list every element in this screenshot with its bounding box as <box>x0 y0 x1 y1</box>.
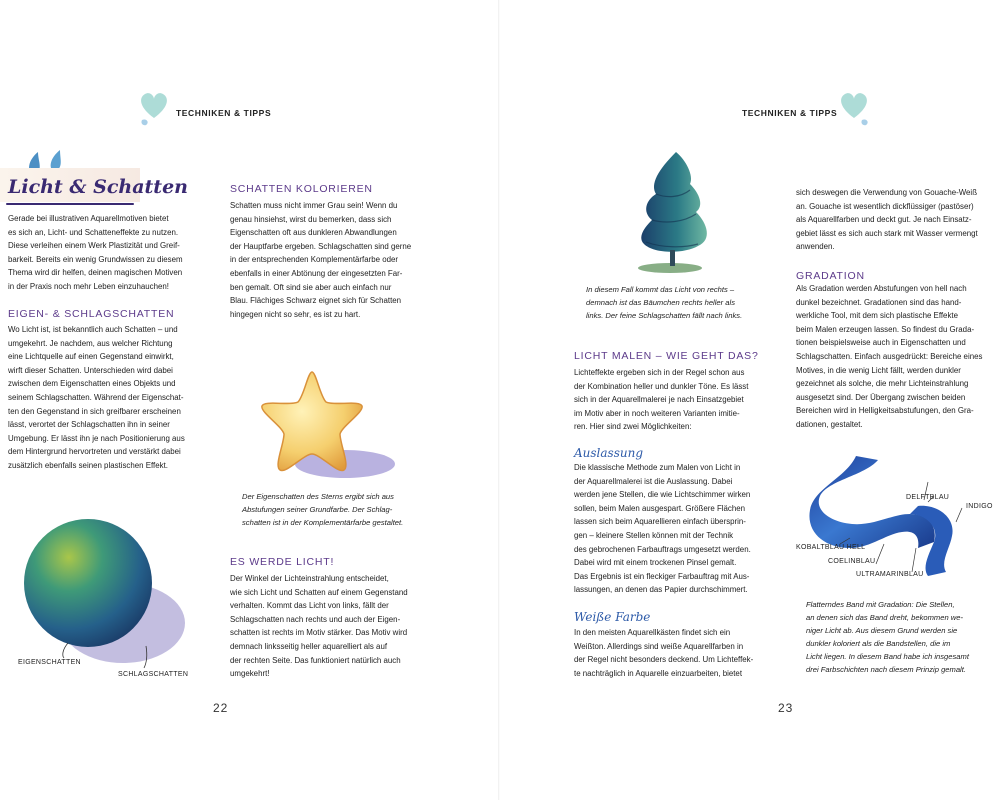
heart-icon <box>836 88 872 128</box>
eigen-text: Wo Licht ist, ist bekanntlich auch Schatten – und umgekehrt. Je nachdem, aus welcher Richtung eine Lichtquelle auf einen Gegenstand einwirkt, wirft dieser Schatten. Unterschieden wird dabei zwischen dem Eigenschatten eines Objekts und seinem Schlagschatten. Während der Eigenschat- ten den Gegenstand in sich greifbarer erscheinen lässt, verortet der Schlagschatten ihn in seiner Umgebung. Er lässt ihn je nach Positionierung aus dem Hintergrund hervortreten und verstärkt dabei zusätzlich ebenfalls seinen plastischen Effekt. <box>8 325 185 470</box>
heading-weisse-farbe: Weiße Farbe <box>574 610 651 624</box>
heading-es-werde-licht: ES WERDE LICHT! <box>230 556 335 568</box>
malen-text: Lichteffekte ergeben sich in der Regel schon aus der Kombination heller und dunkler Töne. Es lässt sich in der Aquarellmalerei je nach Einsatzgebiet im Motiv aber in noch weiteren Varianten imitie- ren. Hier sind zwei Möglichkeiten: <box>574 368 749 432</box>
label-delftblau: DELFTBLAU <box>906 494 950 501</box>
heading-gradation: GRADATION <box>796 270 865 282</box>
heading-schatten-kolorieren: SCHATTEN KOLORIEREN <box>230 183 373 195</box>
page-number-left: 22 <box>213 701 229 715</box>
heading-auslassung: Auslassung <box>574 446 643 460</box>
title-underline <box>6 203 134 205</box>
gradation-text: Als Gradation werden Abstufungen von hell nach dunkel bezeichnet. Gradationen sind das hand- werkliche Tool, mit dem sich plastische Effekte beim Malen erzeugen lassen. So findest du Grada- tionen beispielsweise auch in Eigenschatten und Schlagschatten. Einfach ausgedrückt: Bereiche eines Motives, in die wenig Licht fällt, werden dunkler gezeichnet als solche, die mehr Lichteinstrahlung ausgesetzt sind. Der Übergang zwischen beiden Bereichen wird in Helligkeitsabstufungen, den Gra- dationen, gestaltet. <box>796 284 983 429</box>
right-page <box>500 0 1000 800</box>
tree-illustration <box>632 150 722 278</box>
star-illustration <box>250 366 400 486</box>
page-title: Licht & Schatten <box>8 176 188 198</box>
label-kobaltblau-hell: KOBALTBLAU HELL <box>796 544 866 551</box>
licht-text: Der Winkel der Lichteinstrahlung entscheidet, wie sich Licht und Schatten auf einem Gegenstand verhalten. Kommt das Licht von links, fällt der Schlagschatten nach rechts und auch der Eigen- schatten ist rechts im Motiv stärker. Das Motiv wird demnach linksseitig heller aquarelliert als auf der rechten Seite. Das funktioniert natürlich auch umgekehrt! <box>230 574 408 679</box>
page-number-right: 23 <box>778 701 794 715</box>
label-ultramarinblau: ULTRAMARINBLAU <box>856 571 924 578</box>
heart-icon <box>136 88 172 128</box>
band-caption: Flatterndes Band mit Gradation: Die Stellen, an denen sich das Band dreht, bekommen we- niger Licht ab. Aus diesem Grund werden sie dunkler koloriert als die Bandstellen, die im Licht liegen. In diesem Band habe ich insgesamt drei Farbschichten nach diesem Prinzip gemalt. <box>806 600 969 674</box>
weiss-text: In den meisten Aquarellkästen findet sich ein Weißton. Allerdings sind weiße Aquarellfarben in der Regel nicht besonders deckend. Um Lichteffek- te nachträglich in Aquarelle einzuarbeiten, bietet <box>574 628 754 678</box>
heading-licht-malen: LICHT MALEN – WIE GEHT DAS? <box>574 350 759 362</box>
intro-text: Gerade bei illustrativen Aquarellmotiven bietet es sich an, Licht- und Schatteneffekte zu nutzen. Diese verleihen einem Werk Plastizität und Greif- barkeit. Bereits ein wenig Grundwissen zu diesem Thema wird dir helfen, deinen magischen Motiven in der Praxis noch mehr Leben einzuhauchen! <box>8 214 183 291</box>
label-schlagschatten: SCHLAGSCHATTEN <box>118 671 189 678</box>
heading-eigen-schlagschatten: EIGEN- & SCHLAGSCHATTEN <box>8 308 175 320</box>
tree-caption: In diesem Fall kommt das Licht von rechts – demnach ist das Bäumchen rechts heller als links. Der feine Schlagschatten fällt nach links. <box>586 285 743 320</box>
running-header: TECHNIKEN & TIPPS <box>176 108 272 118</box>
running-header: TECHNIKEN & TIPPS <box>742 108 838 118</box>
label-indigo: INDIGO <box>966 503 993 510</box>
label-eigenschatten: EIGENSCHATTEN <box>18 659 81 666</box>
sphere-illustration <box>18 498 198 678</box>
auslassung-text: Die klassische Methode zum Malen von Licht in der Aquarellmalerei ist die Auslassung. Dabei werden jene Stellen, die wie Lichtschimmer wirken sollen, beim Malen ausgespart. Größere Flächen lassen sich beim Aquarellieren einfach übersprin- gen – kleinere Stellen können mit der Technik des gebrochenen Farbauftrags umgesetzt werden. Dabei wird mit einem trockenen Pinsel gemalt. Das Ergebnis ist ein fleckiger Farbauftrag mit Aus- lassungen, an denen das Papier durchschimmert. <box>574 463 751 595</box>
weiss-text-continued: sich deswegen die Verwendung von Gouache-Weiß an. Gouache ist wesentlich dickflüssiger (pastöser) als Aquarellfarben und deckt gut. Je nach Einsatz- gebiet lässt es sich auch stark mit Wasser vermengt anwenden. <box>796 188 978 252</box>
kolorieren-text: Schatten muss nicht immer Grau sein! Wenn du genau hinsiehst, wirst du bemerken, dass sich Eigenschatten oft aus dunkleren Abwandlungen der Hauptfarbe ergeben. Schlagschatten sind gerne in der entsprechenden Komplementärfarbe oder ebenfalls in einer Abtönung der eingesetzten Far- ben gemalt. Oft sind sie aber auch einfach nur Blau. Flächiges Schwarz eignet sich für Schatten hingegen nicht so sehr, es ist zu hart. <box>230 201 412 319</box>
label-coelinblau: COELINBLAU <box>828 558 876 565</box>
star-caption: Der Eigenschatten des Sterns ergibt sich aus Abstufungen seiner Grundfarbe. Der Schlag- schatten ist in der Komplementärfarbe gestaltet. <box>242 492 404 527</box>
